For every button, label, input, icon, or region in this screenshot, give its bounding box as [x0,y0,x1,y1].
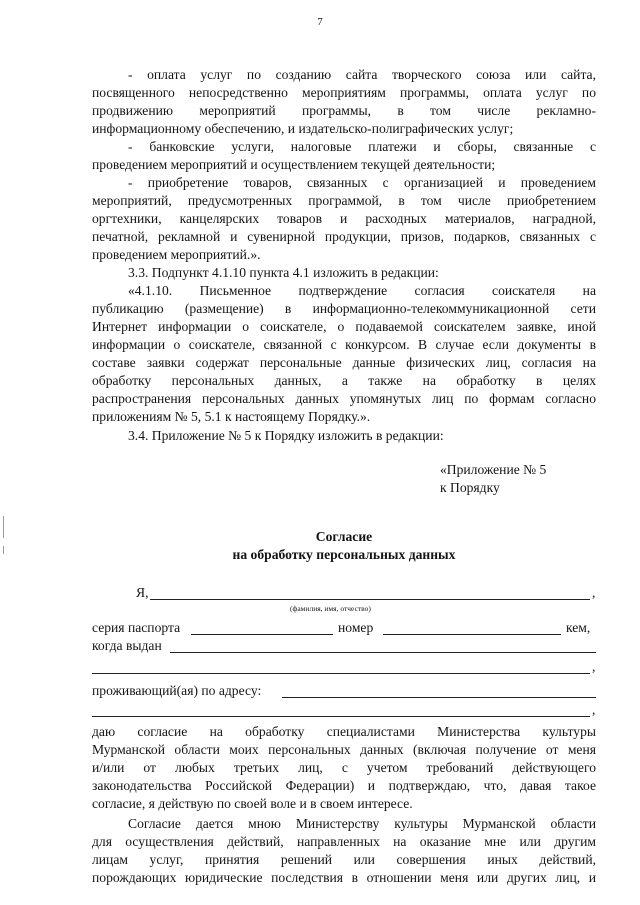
text-line: оргтехники, канцелярских товаров и расходных материалов, наградной, [92,211,596,226]
text-line: и/или от любых третьих лиц, с учетом требований действующего [92,760,596,775]
text-line: обработку персональных данных, а также на обработку в целях [92,373,596,388]
text-line: для осуществления действий, направленных на оказание мне или другим [92,834,596,849]
text-line: публикацию (размещение) в информационно-телекоммуникационной сети [92,301,596,316]
annex-title: «Приложение № 5 [440,462,547,477]
form-label-ya: Я, [136,585,149,600]
section-heading-3-3: 3.3. Подпункт 4.1.10 пункта 4.1 изложить в редакции: [128,265,439,280]
form-blank-address [282,697,596,698]
text-line: проведением мероприятий и осуществлением текущей деятельности; [92,157,496,172]
consent-subtitle: на обработку персональных данных [232,547,456,562]
annex-subtitle: к Порядку [440,480,500,495]
text-line: согласие, я действую по своей воле и в своем интересе. [92,796,413,811]
form-comma: , [592,659,596,674]
text-line: печатной, рекламной и сувенирной продукции, призов, подарков, связанных с [92,229,596,244]
form-comma: , [592,702,596,717]
form-label-address: проживающий(ая) по адресу: [92,683,262,698]
section-heading-3-4: 3.4. Приложение № 5 к Порядку изложить в редакции: [128,428,444,443]
form-comma: , [592,585,596,600]
text-line: Мурманской области моих персональных данных (включая получение от меня [92,742,596,757]
text-line: законодательства Российской Федерации) и подтверждаю, что, давая такое [92,778,596,793]
form-label-number: номер [338,620,374,635]
form-blank-address-2 [92,716,590,717]
text-line: посвященного непосредственно мероприятиям программы, оплата услуг по [92,85,596,100]
text-line: распространения персональных данных упомянутых лиц по формам согласно [92,391,596,406]
form-blank-passport-series [191,634,333,635]
text-line: мероприятий, предусмотренных программой, в том числе приобретением [92,193,596,208]
text-line: - приобретение товаров, связанных с организацией и проведением [128,175,596,190]
text-line: продвижению мероприятий программы, в том числе рекламно- [92,103,596,118]
text-line: лицам услуг, принятия решений или совершения иных действий, [92,852,596,867]
form-label-passport: серия паспорта [92,620,181,635]
form-label-issued-when: когда выдан [92,638,162,653]
form-blank-issued-when [170,652,596,653]
scan-edge-mark [3,546,4,554]
text-line: Согласие дается мною Министерству культуры Мурманской области [128,816,596,831]
text-line: информационному обеспечению, и издательско-полиграфических услуг; [92,121,514,136]
text-line: информации о соискателе, связанной с конкурсом. В случае если документы в [92,337,596,352]
text-line: составе заявки содержат персональные данные физических лиц, согласия на [92,355,596,370]
text-line: - банковские услуги, налоговые платежи и сборы, связанные с [128,139,596,154]
form-blank-passport-number [383,634,561,635]
text-line: порождающих юридические последствия в отношении меня или других лиц, и [92,870,596,885]
page-number: 7 [317,16,323,28]
text-line: Интернет информации о соискателе, о подаваемой соискателем заявке, иной [92,319,596,334]
text-line: проведением мероприятий.». [92,247,261,262]
form-blank-fio [150,599,590,600]
text-line: «4.1.10. Письменное подтверждение согласия соискателя на [128,283,596,298]
text-line: - оплата услуг по созданию сайта творческого союза или сайта, [128,67,596,82]
fio-note: (фамилия, имя, отчество) [290,604,371,613]
form-label-issued-by: кем, [566,620,591,635]
consent-title: Согласие [315,529,373,544]
text-line: приложениям № 5, 5.1 к настоящему Порядку.». [92,409,371,424]
scan-edge-mark [3,516,4,538]
text-line: даю согласие на обработку специалистами Министерства культуры [92,724,596,739]
form-blank-line [92,673,590,674]
